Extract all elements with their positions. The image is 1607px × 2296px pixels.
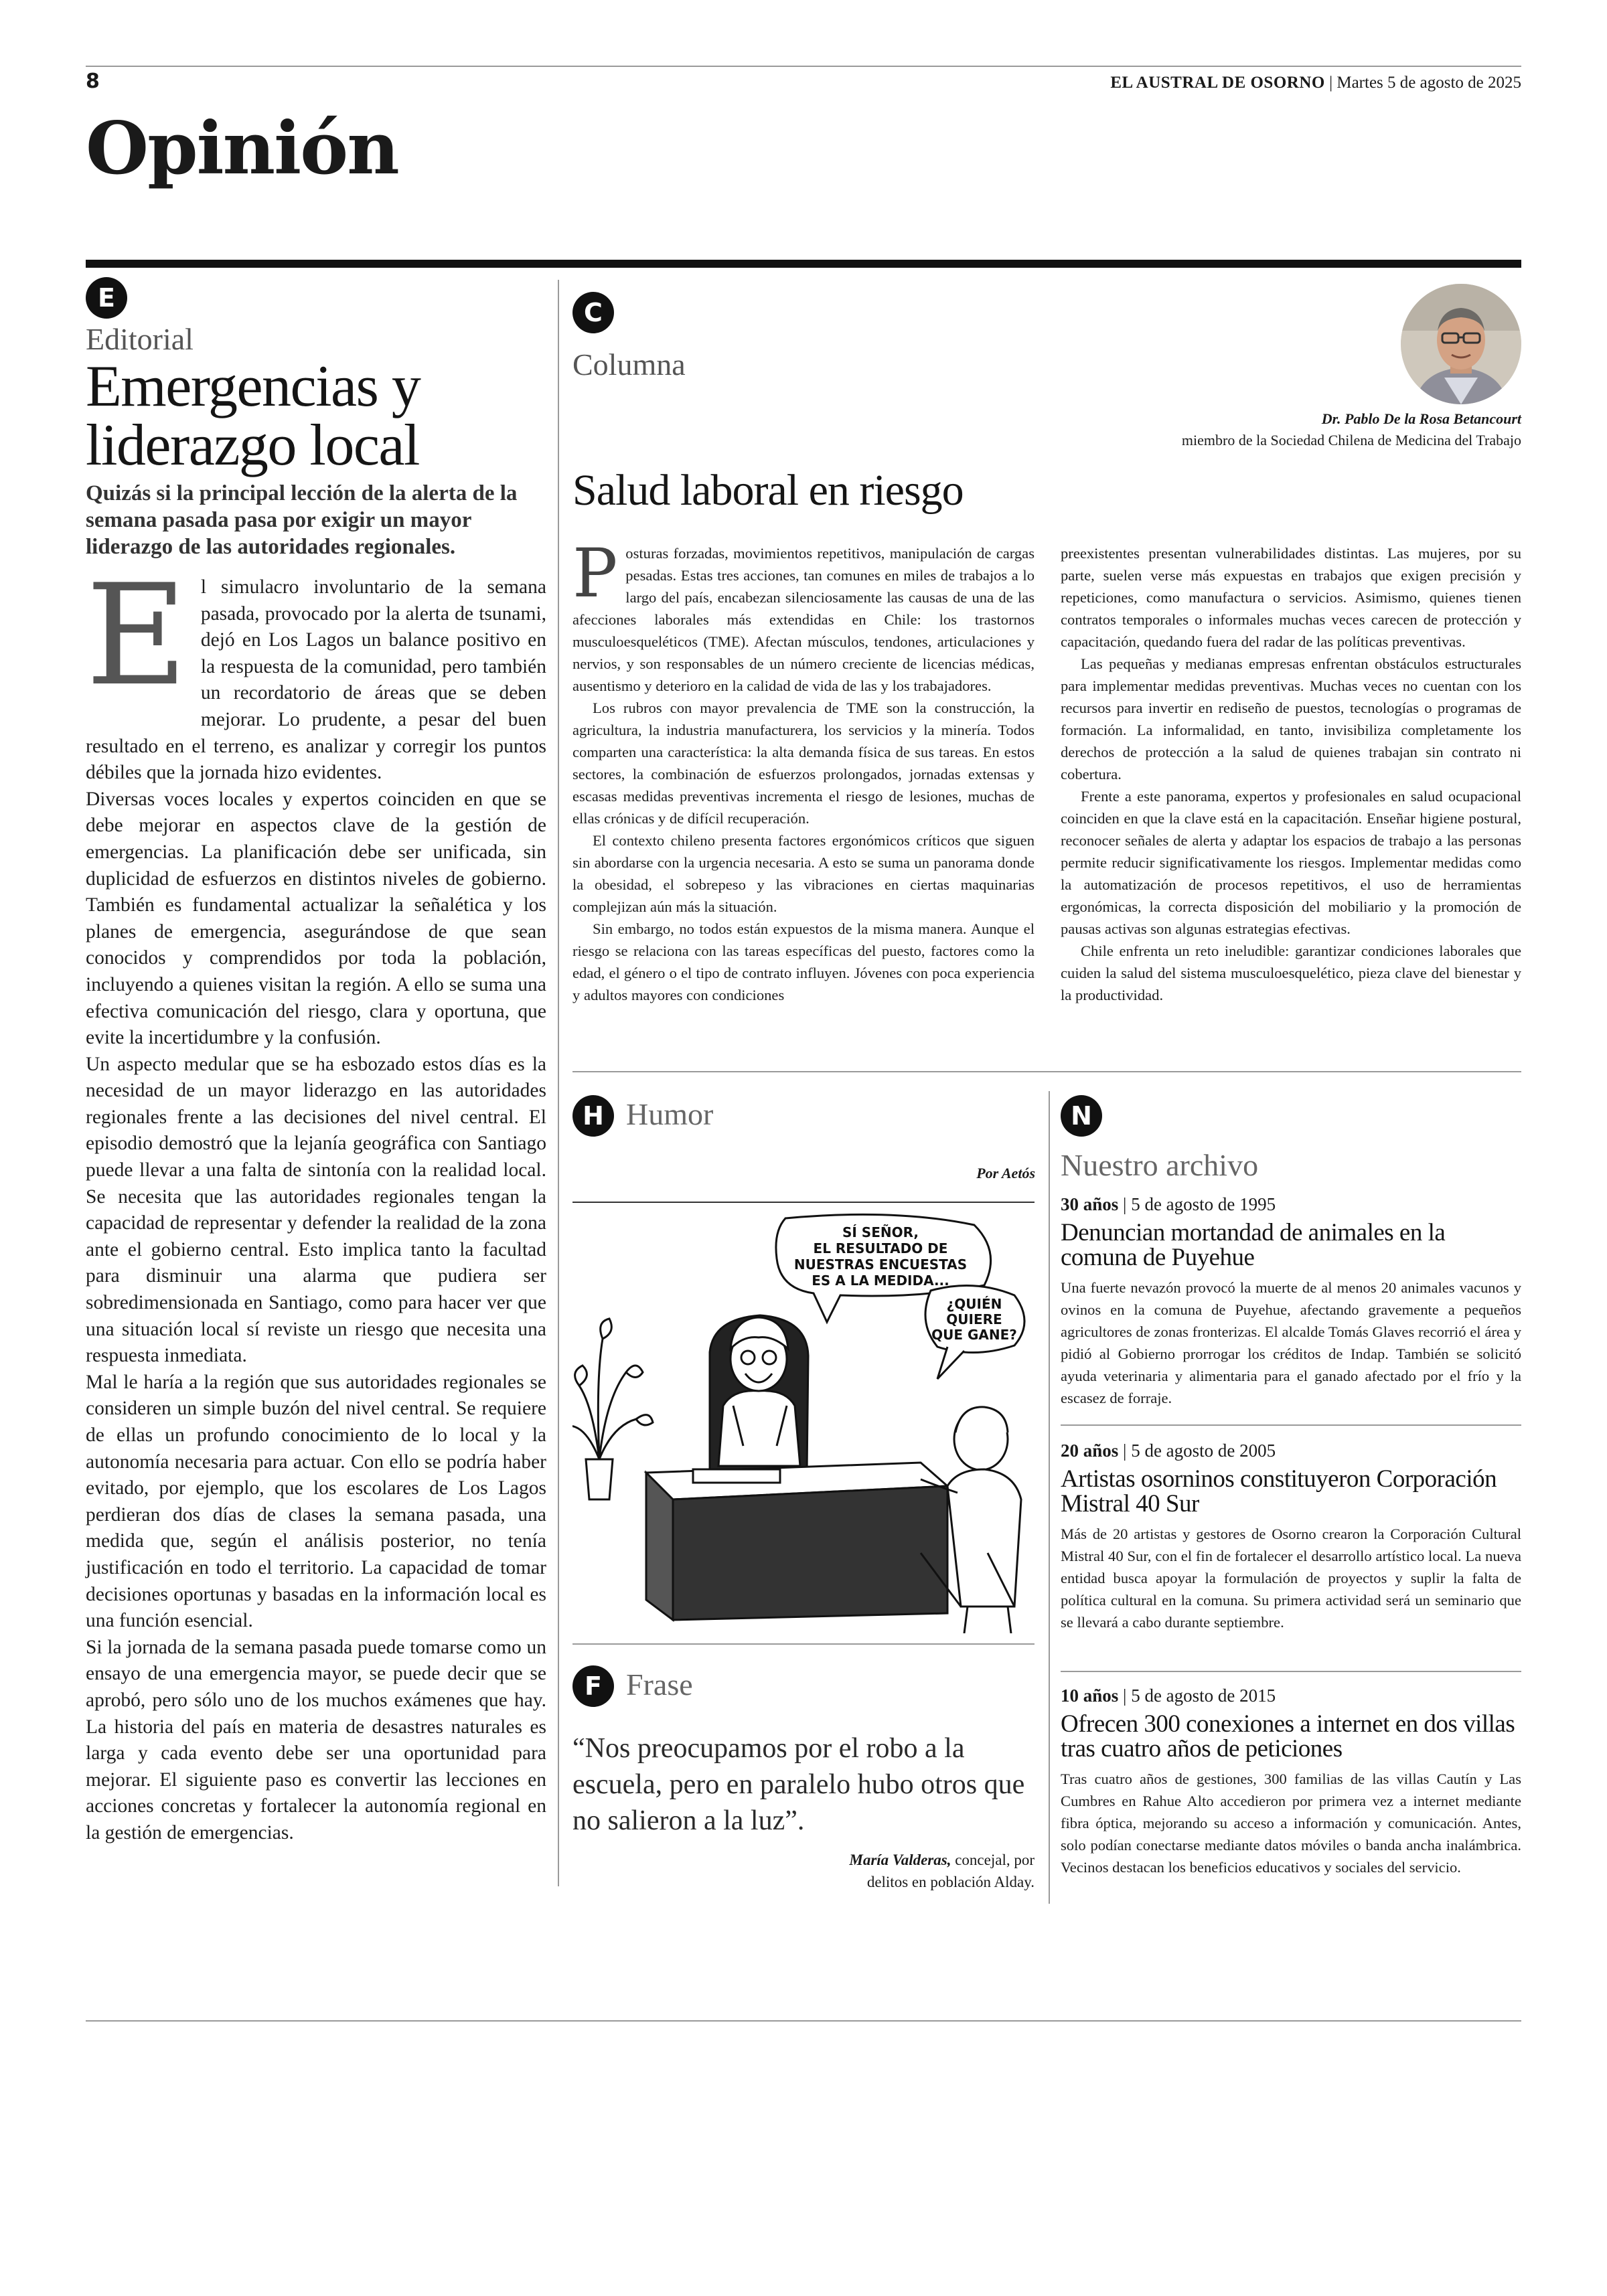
editorial-deck: Quizás si la principal lección de la alerta de la semana pasada pasa por exigir un mayor liderazgo de las autoridades regionales. <box>86 481 518 559</box>
bubble1-line-4: ES A LA MEDIDA... <box>812 1273 949 1289</box>
archive-item <box>1061 1686 1521 1878</box>
masthead <box>1110 74 1521 92</box>
section-title: Opinión <box>86 106 398 191</box>
archive-item-date: 5 de agosto de 1995 <box>1131 1194 1276 1214</box>
archive-item-body: Tras cuatro años de gestiones, 300 familias de las villas Cautín y Las Cumbres en Rahue Alto accedieron por primera vez a internet mediante fibra óptica, mejorando su acceso a información y comunicación. Antes, solo podían conectarse mediante datos móviles o banda ancha inalámbrica. Vecinos destacan los beneficios educativos y sociales del servicio. <box>1061 1771 1521 1876</box>
archive-item-years: 10 años <box>1061 1686 1119 1706</box>
archive-item-years: 30 años <box>1061 1194 1119 1214</box>
editorial-dropcap: E <box>86 555 187 717</box>
frase-attribution-detail: delitos en población Alday. <box>866 1874 1035 1890</box>
newspaper-name: EL AUSTRAL DE OSORNO <box>1110 74 1325 92</box>
humor-byline: Por Aetós <box>976 1165 1035 1181</box>
archive-item-date-line: 10 años | 5 de agosto de 2015 <box>1061 1686 1276 1706</box>
archive-item-body: Más de 20 artistas y gestores de Osorno crearon la Corporación Cultural Mistral 40 Sur, con el fin de fortalecer el desarrollo artístico local. La nueva entidad busca apoyar la formulación de proyectos y suplir la falta de política cultural en la comuna. Su primera actividad será un seminario que se llevará a cabo durante septiembre. <box>1061 1526 1521 1631</box>
frase-attribution-name: María Valderas, <box>849 1852 951 1868</box>
page-number: 8 <box>86 70 100 93</box>
humor-kicker: Humor <box>626 1097 714 1131</box>
author-name: Dr. Pablo De la Rosa Betancourt <box>1321 410 1521 427</box>
column-body-left <box>572 534 1035 1006</box>
column-paragraph-4: Sin embargo, no todos están expuestos de la misma manera. Aunque el riesgo se relaciona con las tareas específicas del puesto, factores como la edad, el género o el tipo de contrato influyen. Jóvenes con poca experiencia y adultos mayores con condiciones <box>572 920 1035 1003</box>
archive-divider-2 <box>1061 1671 1521 1672</box>
editorial-paragraph-5: Si la jornada de la semana pasada puede tomarse como un ensayo de una emergencia mayor, se puede decir que se aprobó, pero sólo uno de los muchos exámenes que hay. La historia del país en materia de desastres naturales es larga y cada evento debe ser una oportunidad para mejorar. El siguiente paso es convertir las lecciones en acciones concretas y fortalecer la autonomía regional en la gestión de emergencias. <box>86 1636 546 1843</box>
cartoon-illustration <box>572 1205 1035 1633</box>
editorial-title-line-2: liderazgo local <box>86 413 419 478</box>
humor-cartoon <box>572 1205 1035 1633</box>
column-paragraph-3: El contexto chileno presenta factores ergonómicos críticos que siguen sin abordarse con la urgencia necesaria. A esto se suma un panorama donde la obesidad, el sobrepeso y las vibraciones en ciertas maquinarias complejizan aún más la situación. <box>572 832 1035 915</box>
author-portrait-icon <box>1401 284 1521 404</box>
author-role: miembro de la Sociedad Chilena de Medicina del Trabajo <box>1181 432 1521 448</box>
archive-item <box>1061 1441 1521 1633</box>
archive-item-date: 5 de agosto de 2015 <box>1131 1686 1276 1706</box>
archive-item-headline: Denuncian mortandad de animales en la comuna de Puyehue <box>1061 1219 1446 1271</box>
editorial-badge: E <box>86 277 127 319</box>
editorial-kicker: Editorial <box>86 322 194 356</box>
archive-divider-1 <box>1061 1424 1521 1426</box>
cartoon-top-rule <box>572 1202 1035 1203</box>
column-dropcap: P <box>572 534 618 612</box>
column-paragraph-6: Las pequeñas y medianas empresas enfrentan obstáculos estructurales para implementar medidas preventivas. Muchas veces no cuentan con los recursos para invertir en rediseño de puestos, tecnologías o programas de formación. La informalidad, en tanto, invisibiliza completamente los derechos de protección a la salud de quienes trabajan sin contrato ni cobertura. <box>1061 655 1521 783</box>
frase-quote: “Nos preocupamos por el robo a la escuela, pero en paralelo hubo otros que no salieron a la luz”. <box>572 1733 1025 1836</box>
archive-item-headline: Artistas osorninos constituyeron Corporación Mistral 40 Sur <box>1061 1465 1497 1518</box>
page-bottom-rule <box>86 2020 1521 2022</box>
archive-item-date-line: 20 años | 5 de agosto de 2005 <box>1061 1441 1276 1461</box>
humor-badge: H <box>572 1095 614 1137</box>
frase-kicker: Frase <box>626 1667 693 1702</box>
editorial-paragraph-4: Mal le haría a la región que sus autoridades regionales se consideren un simple buzón del nivel central. Se requiere de ellas un profundo conocimiento de lo local y la autonomía necesaria para actuar. Con ello se podría haber evitado, por ejemplo, que los escolares de Los Lagos perdieran dos días de clases la semana pasada, una medida que, según el análisis posterior, no tenía justificación en todo el territorio. La capacidad de tomar decisiones oportunas y basadas en la información local es una función esencial. <box>86 1371 546 1632</box>
column-body-right <box>1061 542 1521 1006</box>
frase-attribution <box>572 1849 1035 1893</box>
archive-item-body: Una fuerte nevazón provocó la muerte de al menos 20 animales vacunos y ovinos en la comuna de Puyehue, afectando gravemente a pequeños agricultores de zonas fronterizas. El alcalde Tomás Glaves recorrió el área y pidió al Gobierno prorrogar los créditos de Indap. También se solicitó ayuda veterinaria y alimentaria para el ganado afectado por el frío y la escasez de forraje. <box>1061 1279 1521 1406</box>
column-badge: C <box>572 292 614 333</box>
column-paragraph-7: Frente a este panorama, expertos y profesionales en salud ocupacional coinciden en que la clave está en la capacitación. Enseñar higiene postural, reconocer señales de alerta y adaptar los espacios de trabajo a las personas permite reducir significativamente los riesgos. Implementar medidas como la automatización de procesos repetitivos, el uso de herramientas ergonómicas, la correcta disposición del mobiliario y la promoción de pausas activas son algunas estrategias efectivas. <box>1061 788 1521 937</box>
column-paragraph-1: osturas forzadas, movimientos repetitivos, manipulación de cargas pesadas. Estas tres acciones, tan comunes en miles de trabajos a lo largo del país, encabezan silenciosamente las causas de una de las afecciones laborales más extendidas en Chile: los trastornos musculoesqueléticos (TME). Afectan músculos, tendones, articulaciones y nervios, y son responsables de un número creciente de licencias médicas, ausentismo y deterioro en la calidad de vida de las y los trabajadores. <box>572 545 1035 694</box>
bubble1-line-1: SÍ SEÑOR, <box>842 1224 919 1240</box>
column-paragraph-5: preexistentes presentan vulnerabilidades distintas. Las mujeres, por su parte, suelen verse más expuestas en trabajos que exigen precisión y repeticiones, como manufactura o servicios. Asimismo, quienes tienen contratos temporales o informales muchas veces carecen de protección y capacitación, quedando fuera del radar de las políticas preventivas. <box>1061 545 1521 650</box>
column-paragraph-2: Los rubros con mayor prevalencia de TME son la construcción, la agricultura, la industria manufacturera, los servicios y la minería. Todos comparten una característica: la alta demanda física de sus tareas. En estos sectores, la combinación de esfuerzos prolongados, jornadas extensas y escasas medidas preventivas incrementa el riesgo de lesiones, muchas de ellas crónicas y de difícil recuperación. <box>572 700 1035 827</box>
archive-item <box>1061 1194 1521 1409</box>
editorial-paragraph-1: l simulacro involuntario de la semana pasada, provocado por la alerta de tsunami, dejó en Los Lagos un balance positivo en la respuesta de la comunidad, pero también un recordatorio de áreas que se deben mejorar. Lo prudente, a pesar del buen resultado en el terreno, es analizar y corregir los puntos débiles que la jornada hizo evidentes. <box>86 576 546 784</box>
column-title: Salud laboral en riesgo <box>572 466 964 515</box>
column-divider-right <box>1049 1091 1050 1904</box>
archive-item-date-line: 30 años | 5 de agosto de 1995 <box>1061 1194 1276 1214</box>
column-author <box>1053 408 1521 451</box>
masthead-separator: | <box>1329 74 1333 92</box>
bubble2-line-3: QUE GANE? <box>931 1327 1017 1343</box>
humor-bottom-rule <box>572 1643 1035 1645</box>
editorial-title-line-1: Emergencias y <box>86 354 420 419</box>
frase-badge: F <box>572 1665 614 1707</box>
author-photo <box>1401 284 1521 404</box>
archive-badge: N <box>1061 1095 1102 1137</box>
issue-date: Martes 5 de agosto de 2025 <box>1336 74 1521 92</box>
archive-item-headline: Ofrecen 300 conexiones a internet en dos villas tras cuatro años de peticiones <box>1061 1710 1515 1762</box>
column-paragraph-8: Chile enfrenta un reto ineludible: garantizar condiciones laborales que cuiden la salud del sistema musculoesquelético, pieza clave del bienestar y la productividad. <box>1061 942 1521 1003</box>
column-bottom-rule <box>572 1071 1521 1072</box>
archive-item-years: 20 años <box>1061 1441 1119 1461</box>
section-rule <box>86 260 1521 268</box>
frase-attribution-role: concejal, por <box>951 1852 1035 1868</box>
top-rule <box>86 66 1521 67</box>
bubble1-line-3: NUESTRAS ENCUESTAS <box>793 1256 968 1273</box>
archive-kicker: Nuestro archivo <box>1061 1148 1259 1182</box>
bubble1-line-2: EL RESULTADO DE <box>813 1240 948 1256</box>
bubble2-line-2: QUIERE <box>946 1311 1002 1327</box>
archive-item-date: 5 de agosto de 2005 <box>1131 1441 1276 1461</box>
editorial-paragraph-2: Diversas voces locales y expertos coinciden en que se debe mejorar en aspectos clave de la gestión de emergencias. La planificación debe ser unificada, sin duplicidad de esfuerzos en distintos niveles de gobierno. También es fundamental actualizar la señalética y los planes de emergencia, asegurándose de que sean conocidos y comprendidos por toda la población, incluyendo a quienes visitan la región. A ello se suma una efectiva comunicación del riesgo, clara y oportuna, que evite la incertidumbre y la confusión. <box>86 788 546 1049</box>
editorial-title <box>86 354 554 478</box>
column-kicker: Columna <box>572 347 686 382</box>
column-divider-left <box>558 280 559 1886</box>
editorial-body <box>86 555 546 1847</box>
editorial-paragraph-3: Un aspecto medular que se ha esbozado estos días es la necesidad de un mayor liderazgo en las autoridades regionales frente a las decisiones del nivel central. El episodio demostró que la lejanía geográfica con Santiago puede llevar a una falta de sintonía con la realidad local. Se necesita que las autoridades regionales tengan la capacidad de representar y defender la realidad de la zona ante el gobierno central. Esto implica tanto la facultad para disminuir una alarma que pudiera ser sobredimensionada en Santiago, como para hacer ver que una situación local sí reviste un riesgo que necesita una respuesta inmediata. <box>86 1053 546 1367</box>
bubble2-line-1: ¿QUIÉN <box>946 1296 1002 1312</box>
